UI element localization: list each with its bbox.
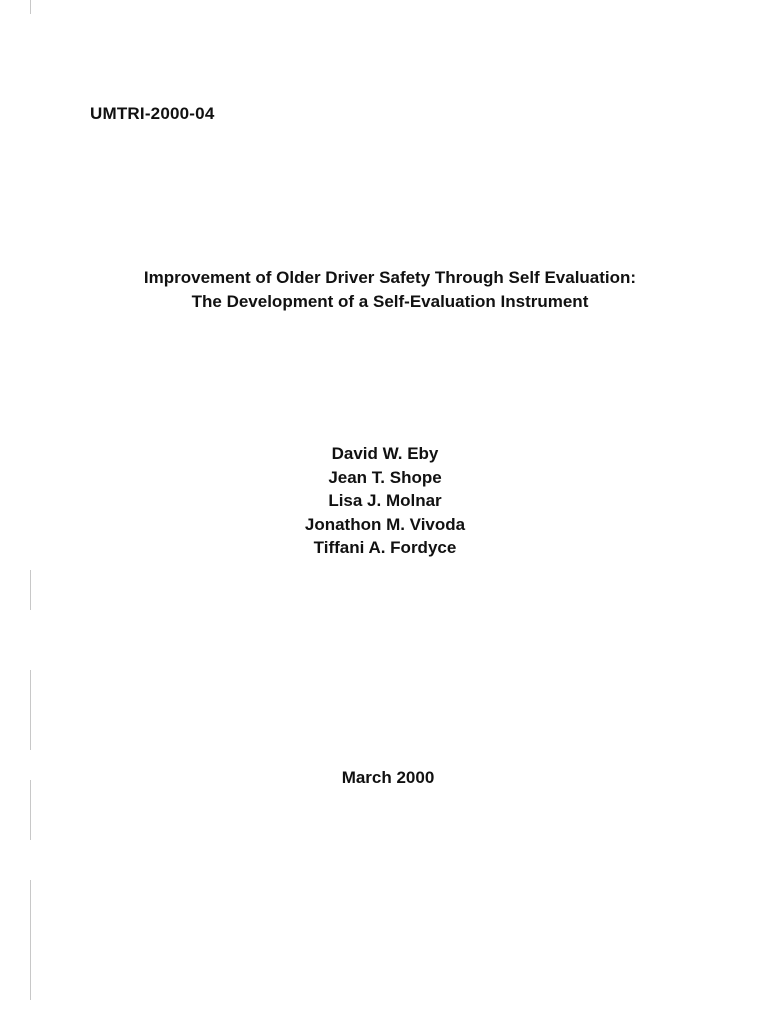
publication-date: March 2000 <box>341 768 435 787</box>
author-name: Jonathon M. Vivoda <box>304 514 466 534</box>
author-list <box>235 442 535 560</box>
scan-artifact <box>30 880 31 1000</box>
title-line-2: The Development of a Self-Evaluation Instrument <box>191 292 589 311</box>
author-name: Lisa J. Molnar <box>328 491 442 510</box>
scan-artifact <box>30 670 31 750</box>
scan-artifact <box>30 0 31 14</box>
report-number: UMTRI-2000-04 <box>90 104 215 123</box>
scan-artifact <box>30 780 31 840</box>
title-line-1: Improvement of Older Driver Safety Through Self Evaluation: <box>143 268 637 287</box>
author-name: Jean T. Shope <box>328 467 442 487</box>
scan-artifact <box>30 570 31 610</box>
author-name: Tiffani A. Fordyce <box>313 538 457 557</box>
report-title <box>90 266 690 314</box>
author-name: David W. Eby <box>331 444 439 463</box>
